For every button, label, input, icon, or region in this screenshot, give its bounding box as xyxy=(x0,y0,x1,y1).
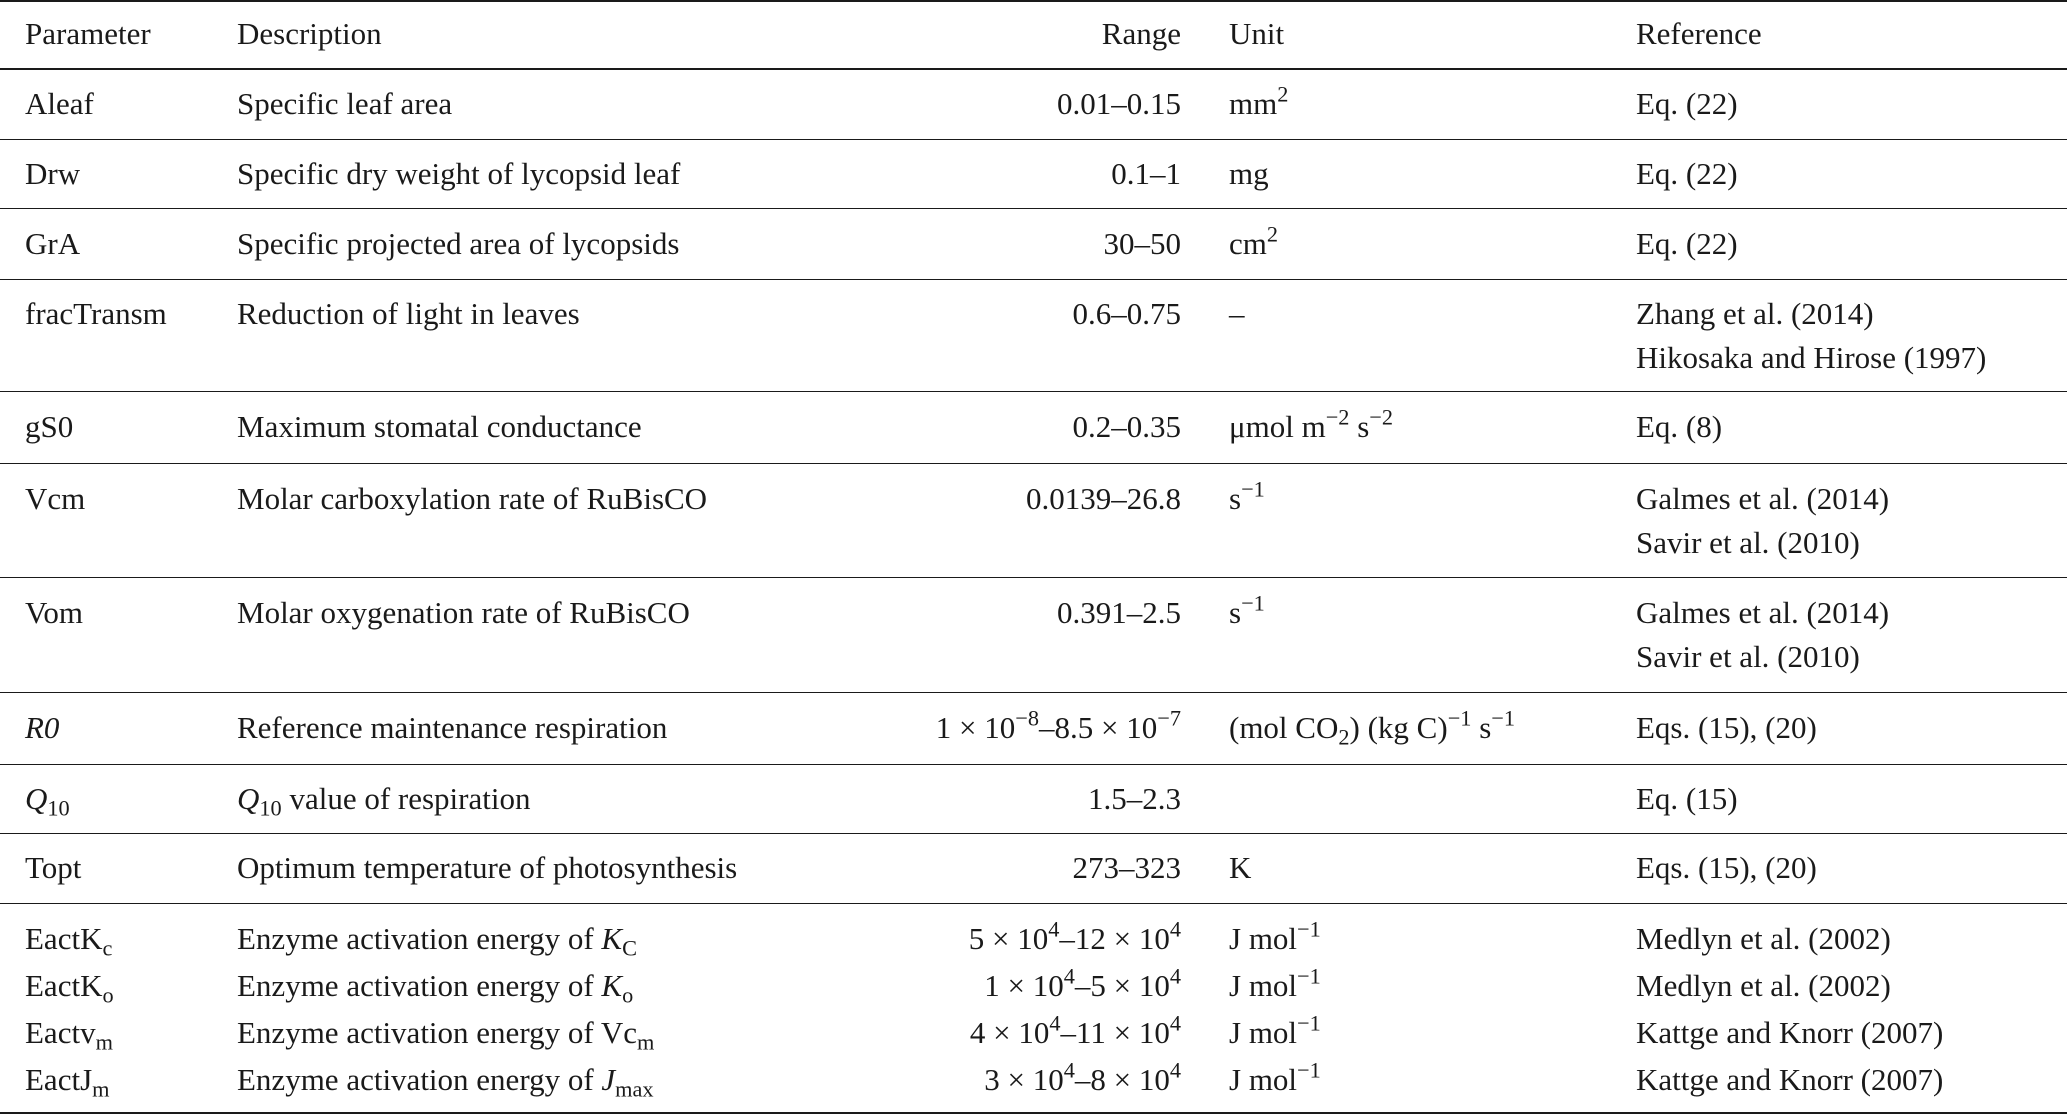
reference-line: Zhang et al. (2014) xyxy=(1636,296,1874,331)
cell-parameter: Vom xyxy=(25,595,84,630)
cell-description: Enzyme activation energy of $J_{max}$ xyxy=(237,1062,654,1102)
cell-parameter: GrA xyxy=(25,226,81,261)
cell-unit: $cm^2$ xyxy=(1229,221,1279,261)
cell-description: Enzyme activation energy of $K_C$ xyxy=(237,921,637,961)
cell-unit: $s^{-1}$ xyxy=(1229,476,1265,516)
cell-parameter: Drw xyxy=(25,156,81,191)
cell-unit: $mm^2$ xyxy=(1229,81,1289,121)
reference-line: Savir et al. (2010) xyxy=(1636,525,1860,560)
cell-unit: μmol $m^{-2}$ $s^{-2}$ xyxy=(1229,404,1394,444)
cell-range: 0.01–0.15 xyxy=(1057,86,1181,121)
cell-range: $1 \times 10^{-8}-8.5 \times 10^{-7}$ xyxy=(935,705,1181,745)
header-rule xyxy=(0,68,2067,70)
cell-unit: J mol$^{-1}$ xyxy=(1229,1057,1321,1097)
cell-range: 30–50 xyxy=(1103,226,1181,261)
cell-unit: – xyxy=(1229,296,1245,331)
cell-unit: (mol $CO_2$) (kg C)$^{-1}$ $s^{-1}$ xyxy=(1229,705,1516,750)
cell-parameter: EactK$_o$ xyxy=(25,968,114,1008)
cell-range: $3 \times 10^4-8 \times 10^4$ xyxy=(984,1057,1181,1097)
cell-parameter: Topt xyxy=(25,850,82,885)
cell-range: 0.0139–26.8 xyxy=(1026,481,1181,516)
cell-reference: Medlyn et al. (2002) xyxy=(1636,968,1891,1003)
cell-range: $5 \times 10^4-12 \times 10^4$ xyxy=(968,916,1181,956)
cell-reference: Eq. (15) xyxy=(1636,781,1738,816)
cell-unit: J mol$^{-1}$ xyxy=(1229,916,1321,956)
cell-reference: Eq. (8) xyxy=(1636,409,1723,444)
cell-reference: Kattge and Knorr (2007) xyxy=(1636,1015,1944,1050)
header-reference: Reference xyxy=(1636,16,1762,51)
cell-range: 0.1–1 xyxy=(1111,156,1181,191)
row-divider xyxy=(0,903,2067,904)
row-divider xyxy=(0,833,2067,834)
cell-reference: Kattge and Knorr (2007) xyxy=(1636,1062,1944,1097)
cell-range: $4 \times 10^4-11 \times 10^4$ xyxy=(969,1010,1181,1050)
cell-description: Molar oxygenation rate of RuBisCO xyxy=(237,595,690,630)
row-divider xyxy=(0,279,2067,280)
cell-description: Maximum stomatal conductance xyxy=(237,409,642,444)
cell-description: Molar carboxylation rate of RuBisCO xyxy=(237,481,708,516)
header-unit: Unit xyxy=(1229,16,1285,51)
row-divider xyxy=(0,139,2067,140)
cell-unit: J mol$^{-1}$ xyxy=(1229,1010,1321,1050)
cell-range: $1 \times 10^4-5 \times 10^4$ xyxy=(984,963,1181,1003)
reference-line: Galmes et al. (2014) xyxy=(1636,481,1890,516)
cell-range: 0.2–0.35 xyxy=(1072,409,1181,444)
cell-parameter: R0 xyxy=(25,710,60,745)
row-divider xyxy=(0,463,2067,464)
cell-reference xyxy=(1636,591,1889,679)
cell-range: 1.5–2.3 xyxy=(1088,781,1181,816)
cell-description: Optimum temperature of photosynthesis xyxy=(237,850,738,885)
reference-line: Hikosaka and Hirose (1997) xyxy=(1636,340,1987,375)
cell-parameter: fracTransm xyxy=(25,296,167,331)
cell-parameter: Aleaf xyxy=(25,86,94,121)
cell-parameter: Vcm xyxy=(25,481,86,516)
header-parameter: Parameter xyxy=(25,16,151,51)
row-divider xyxy=(0,208,2067,209)
cell-parameter: gS0 xyxy=(25,409,74,444)
cell-parameter: $Q_{10}$ xyxy=(25,781,70,821)
cell-description: Reference maintenance respiration xyxy=(237,710,668,745)
reference-line: Galmes et al. (2014) xyxy=(1636,595,1890,630)
cell-reference: Eqs. (15), (20) xyxy=(1636,850,1817,885)
cell-reference xyxy=(1636,292,1986,380)
cell-unit: J mol$^{-1}$ xyxy=(1229,963,1321,1003)
cell-description: Specific leaf area xyxy=(237,86,453,121)
cell-unit: mg xyxy=(1229,156,1269,191)
cell-parameter: EactJ$_m$ xyxy=(25,1062,110,1102)
row-divider xyxy=(0,764,2067,765)
cell-reference: Eqs. (15), (20) xyxy=(1636,710,1817,745)
table-bottom-rule xyxy=(0,1112,2067,1114)
row-divider xyxy=(0,692,2067,693)
header-description: Description xyxy=(237,16,382,51)
cell-description: $Q_{10}$ value of respiration xyxy=(237,781,531,821)
cell-reference xyxy=(1636,477,1889,565)
cell-description: Specific dry weight of lycopsid leaf xyxy=(237,156,681,191)
cell-parameter: Eactv$_m$ xyxy=(25,1015,113,1055)
cell-unit: $s^{-1}$ xyxy=(1229,590,1265,630)
cell-description: Reduction of light in leaves xyxy=(237,296,580,331)
cell-parameter: EactK$_c$ xyxy=(25,921,113,961)
cell-reference: Medlyn et al. (2002) xyxy=(1636,921,1891,956)
table-top-rule xyxy=(0,0,2067,2)
row-divider xyxy=(0,391,2067,392)
header-range: Range xyxy=(1101,16,1181,51)
cell-description: Specific projected area of lycopsids xyxy=(237,226,680,261)
cell-range: 0.391–2.5 xyxy=(1057,595,1181,630)
cell-description: Enzyme activation energy of $K_o$ xyxy=(237,968,634,1008)
cell-unit: K xyxy=(1229,850,1252,885)
row-divider xyxy=(0,577,2067,578)
cell-reference: Eq. (22) xyxy=(1636,86,1738,121)
reference-line: Savir et al. (2010) xyxy=(1636,639,1860,674)
cell-range: 273–323 xyxy=(1072,850,1181,885)
cell-description: Enzyme activation energy of $Vc_m$ xyxy=(237,1015,655,1055)
cell-reference: Eq. (22) xyxy=(1636,226,1738,261)
cell-range: 0.6–0.75 xyxy=(1072,296,1181,331)
cell-reference: Eq. (22) xyxy=(1636,156,1738,191)
